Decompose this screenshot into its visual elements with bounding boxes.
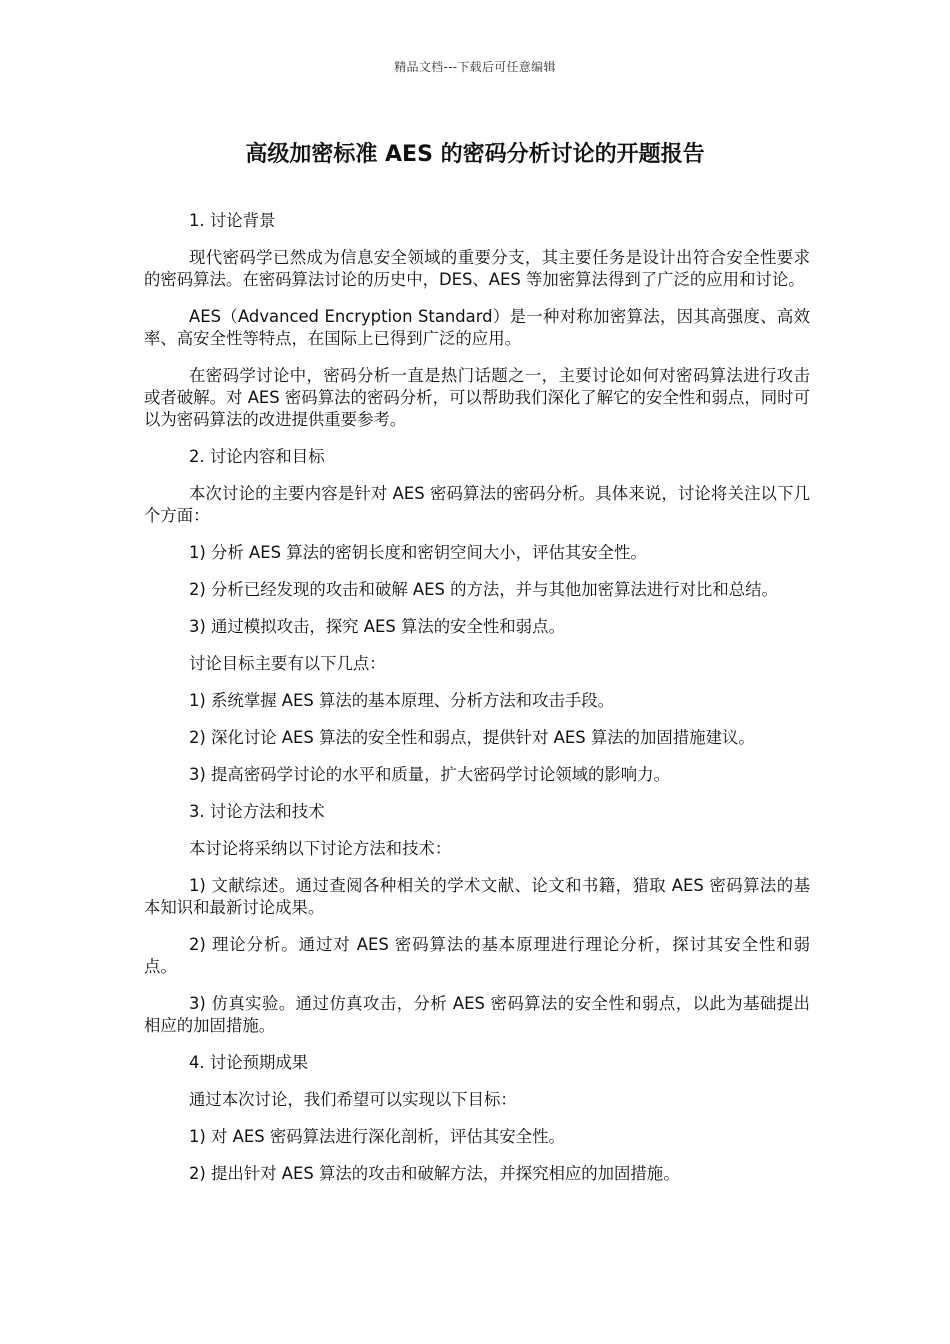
paragraph: AES（Advanced Encryption Standard）是一种对称加密算法，因其高强度、高效率、高安全性等特点，在国际上已得到广泛的应用。 [144, 307, 810, 348]
section-heading-outcomes: 4. 讨论预期成果 [189, 1053, 309, 1072]
paragraph: 本讨论将采纳以下讨论方法和技术： [189, 839, 452, 858]
list-item: 1) 分析 AES 算法的密钥长度和密钥空间大小，评估其安全性。 [189, 543, 647, 562]
paragraph: 讨论目标主要有以下几点： [189, 654, 386, 673]
list-item: 2) 深化讨论 AES 算法的安全性和弱点，提供针对 AES 算法的加固措施建议。 [189, 728, 755, 747]
paragraph: 通过本次讨论，我们希望可以实现以下目标： [189, 1090, 517, 1109]
paragraph: 在密码学讨论中，密码分析一直是热门话题之一，主要讨论如何对密码算法进行攻击或者破解。对 AES 密码算法的密码分析，可以帮助我们深化了解它的安全性和弱点，同时可以为密码算法的改进提供重要参考。 [144, 366, 810, 429]
header-watermark: 精品文档---下载后可任意编辑 [394, 60, 556, 74]
paragraph: 现代密码学已然成为信息安全领域的重要分支，其主要任务是设计出符合安全性要求的密码算法。在密码算法讨论的历史中，DES、AES 等加密算法得到了广泛的应用和讨论。 [144, 248, 810, 289]
list-item: 2) 理论分析。通过对 AES 密码算法的基本原理进行理论分析，探讨其安全性和弱点。 [144, 935, 810, 976]
list-item: 3) 仿真实验。通过仿真攻击，分析 AES 密码算法的安全性和弱点，以此为基础提出相应的加固措施。 [144, 994, 810, 1035]
section-heading-background: 1. 讨论背景 [189, 211, 276, 230]
document-body [144, 210, 810, 1200]
section-heading-methods: 3. 讨论方法和技术 [189, 802, 325, 821]
list-item: 1) 对 AES 密码算法进行深化剖析，评估其安全性。 [189, 1127, 565, 1146]
document-title: 高级加密标准 AES 的密码分析讨论的开题报告 [245, 142, 705, 167]
list-item: 2) 分析已经发现的攻击和破解 AES 的方法，并与其他加密算法进行对比和总结。 [189, 580, 778, 599]
list-item: 2) 提出针对 AES 算法的攻击和破解方法，并探究相应的加固措施。 [189, 1164, 680, 1183]
section-heading-content: 2. 讨论内容和目标 [189, 447, 325, 466]
list-item: 1) 系统掌握 AES 算法的基本原理、分析方法和攻击手段。 [189, 691, 615, 710]
list-item: 3) 通过模拟攻击，探究 AES 算法的安全性和弱点。 [189, 617, 565, 636]
list-item: 1) 文献综述。通过查阅各种相关的学术文献、论文和书籍，猎取 AES 密码算法的基本知识和最新讨论成果。 [144, 876, 810, 917]
paragraph: 本次讨论的主要内容是针对 AES 密码算法的密码分析。具体来说，讨论将关注以下几个方面： [144, 484, 810, 525]
list-item: 3) 提高密码学讨论的水平和质量，扩大密码学讨论领域的影响力。 [189, 765, 670, 784]
